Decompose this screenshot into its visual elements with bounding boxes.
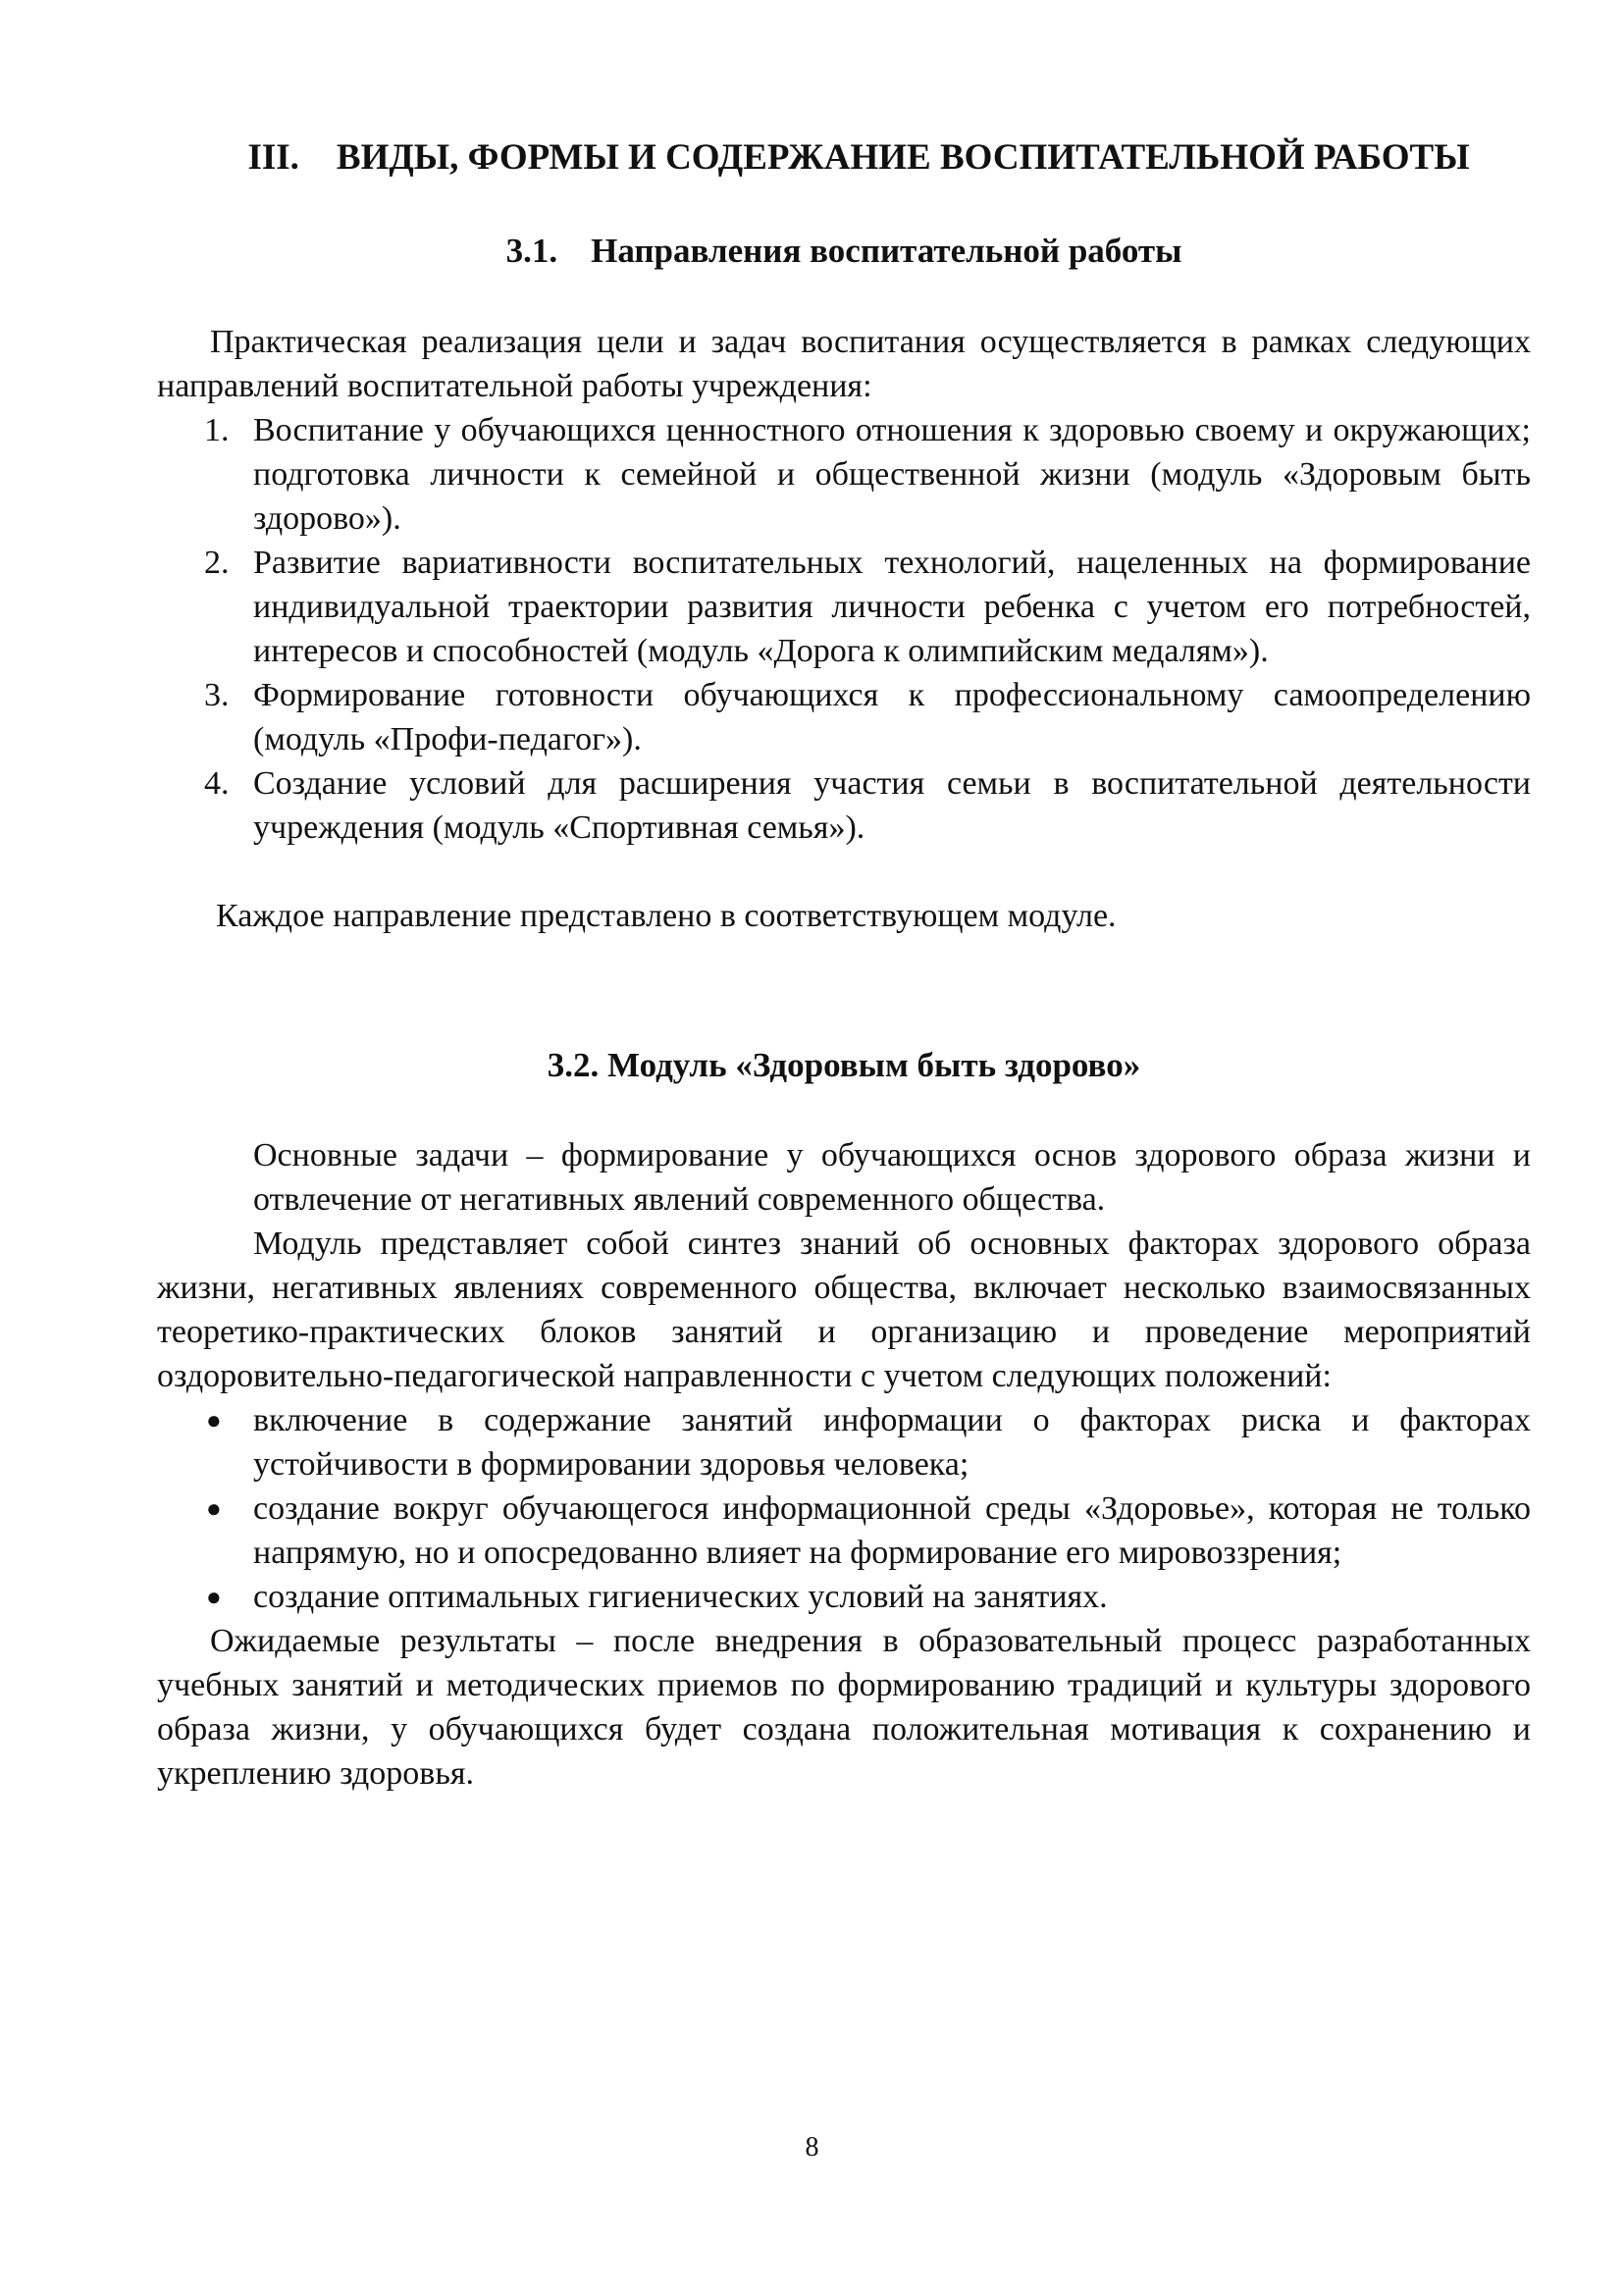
list-marker: 1. — [204, 412, 230, 448]
section-3-1-closing: Каждое направление представлено в соответствующем модуле. — [216, 898, 1117, 934]
section-3-2-title: 3.2. Модуль «Здоровым быть здорово» — [547, 1046, 1141, 1084]
section-3-2-tasks: Основные задачи – формирование у обучающихся основ здорового образа жизни и отвлечение от негативных явлений современного общества. — [253, 1137, 1531, 1218]
directions-list — [157, 408, 1531, 850]
section-3-1-title-text: Направления воспитательной работы — [591, 232, 1182, 270]
section-3-2-description: Модуль представляет собой синтез знаний об основных факторах здорового образа жизни, негативных явлениях современного общества, включает несколько взаимосвязанных теоретико-практических блоков занятий и организацию и проведение мероприятий оздоровительно-педагогической направленности с учетом следующих положений: — [157, 1226, 1531, 1394]
direction-item — [157, 673, 1531, 761]
principle-item — [157, 1487, 1531, 1575]
principle-text: включение в содержание занятий информации о факторах риска и факторах устойчивости в формировании здоровья человека; — [253, 1402, 1531, 1483]
principle-item — [157, 1575, 1531, 1619]
direction-text: Формирование готовности обучающихся к профессиональному самоопределению (модуль «Профи-педагог»). — [253, 677, 1531, 757]
bullet-icon: ● — [206, 1583, 222, 1611]
principles-list — [157, 1398, 1531, 1619]
direction-item — [157, 761, 1531, 850]
principle-text: создание вокруг обучающегося информационной среды «Здоровье», которая не только напрямую, но и опосредованно влияет на формирование его мировоззрения; — [253, 1490, 1531, 1571]
direction-text: Создание условий для расширения участия семьи в воспитательной деятельности учреждения (модуль «Спортивная семья»). — [253, 765, 1531, 846]
section-3-2-expected-results: Ожидаемые результаты – после внедрения в образовательный процесс разработанных учебных занятий и методических приемов по формированию традиций и культуры здорового образа жизни, у обучающихся будет создана положительная мотивация к сохранению и укреплению здоровья. — [157, 1623, 1531, 1792]
section-3-2-tasks-block — [157, 1133, 1531, 1222]
direction-text: Развитие вариативности воспитательных технологий, нацеленных на формирование индивидуальной траектории развития личности ребенка с учетом его потребностей, интересов и способностей (модуль «Дорога к олимпийским медалям»). — [253, 545, 1531, 669]
principle-item — [157, 1398, 1531, 1487]
direction-text: Воспитание у обучающихся ценностного отношения к здоровью своему и окружающих; подготовка личности к семейной и общественной жизни (модуль «Здоровым быть здорово»). — [253, 412, 1531, 537]
list-marker: 4. — [204, 765, 230, 802]
principle-text: создание оптимальных гигиенических условий на занятиях. — [253, 1579, 1108, 1615]
section-3-1-number: 3.1. — [505, 232, 558, 270]
list-marker: 3. — [204, 677, 230, 713]
direction-item — [157, 541, 1531, 673]
section-3-1-title — [157, 230, 1531, 273]
bullet-icon: ● — [206, 1406, 222, 1434]
section-3-1-intro: Практическая реализация цели и задач воспитания осуществляется в рамках следующих направлений воспитательной работы учреждения: — [157, 324, 1531, 404]
direction-item — [157, 408, 1531, 541]
bullet-icon: ● — [206, 1494, 222, 1523]
chapter-title-text: ВИДЫ, ФОРМЫ И СОДЕРЖАНИЕ ВОСПИТАТЕЛЬНОЙ РАБОТЫ — [336, 137, 1470, 178]
chapter-title — [157, 135, 1531, 181]
list-marker: 2. — [204, 545, 230, 581]
page-content — [157, 135, 1531, 1796]
page-number: 8 — [805, 2132, 819, 2163]
chapter-number: III. — [247, 137, 299, 178]
